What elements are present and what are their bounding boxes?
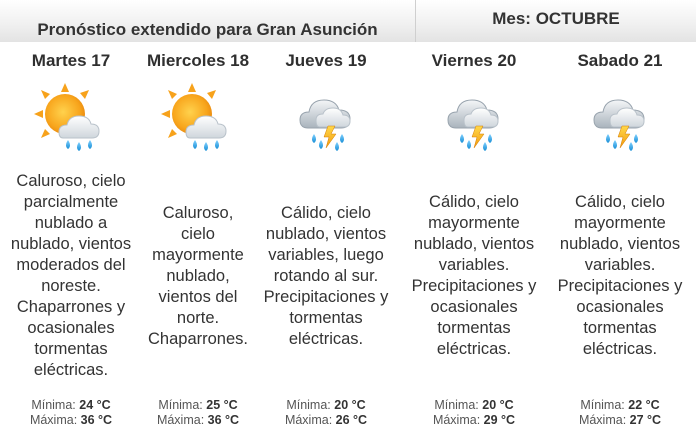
max-temp-row [157,413,239,428]
min-temp-label: Mínima: [434,398,483,412]
day-description: Cálido, cielo mayormente nublado, vientos variables. Precipitaciones y ocasionales tormentas eléctricas. [411,193,537,358]
min-temp-row [30,398,112,413]
max-temp-row [285,413,367,428]
day-name: Martes 17 [31,51,111,70]
day-temperatures [285,398,367,428]
day-column-viernes [404,42,544,437]
sun-cloud-rain-icon [33,82,109,154]
max-temp-label: Máxima: [284,413,336,427]
day-column-sabado [552,42,688,437]
month-value: OCTUBRE [535,9,620,28]
day-temperatures [579,398,661,428]
month-prefix: Mes: [492,9,536,28]
sun-cloud-rain-icon [160,82,236,154]
day-temperatures [30,398,112,428]
max-temp-label: Máxima: [432,413,484,427]
day-name: Miercoles 18 [146,51,250,70]
day-column-jueves [254,42,398,437]
max-temp-value: 36 °C [80,413,113,427]
day-name: Viernes 20 [431,51,517,70]
min-temp-value: 20 °C [334,398,366,412]
day-name: Sabado 21 [577,51,663,70]
min-temp-value: 24 °C [79,398,111,412]
min-temp-label: Mínima: [286,398,335,412]
min-temp-row [157,398,239,413]
day-description: Cálido, cielo nublado, vientos variables, luego rotando al sur. Precipitaciones y tormentas eléctricas. [263,203,389,348]
day-temperatures [157,398,239,428]
min-temp-value: 25 °C [206,398,238,412]
min-temp-value: 22 °C [628,398,660,412]
min-temp-label: Mínima: [158,398,207,412]
forecast-title-text: Pronóstico extendido para Gran Asunción [37,20,378,39]
thunderstorm-icon [436,82,512,154]
min-temp-row [285,398,367,413]
max-temp-value: 27 °C [629,413,662,427]
min-temp-label: Mínima: [31,398,80,412]
max-temp-row [30,413,112,428]
day-description: Cálido, cielo mayormente nublado, vientos variables. Precipitaciones y ocasionales tormentas eléctricas. [557,193,683,358]
max-temp-value: 36 °C [207,413,240,427]
max-temp-label: Máxima: [29,413,81,427]
min-temp-value: 20 °C [482,398,514,412]
max-temp-label: Máxima: [156,413,208,427]
min-temp-row [579,398,661,413]
max-temp-row [579,413,661,428]
month-header [416,0,696,42]
day-description: Caluroso, cielo mayormente nublado, vientos del norte. Chaparrones. [148,203,248,348]
day-temperatures [433,398,515,428]
day-column-miercoles [142,42,254,437]
day-description: Caluroso, cielo parcialmente nublado a nublado, vientos moderados del noreste. Chaparrones y ocasionales tormentas eléctricas. [10,172,132,379]
day-name: Jueves 19 [285,51,367,70]
day-column-martes [0,42,142,437]
max-temp-value: 26 °C [335,413,368,427]
min-temp-label: Mínima: [580,398,629,412]
min-temp-row [433,398,515,413]
max-temp-value: 29 °C [483,413,516,427]
thunderstorm-icon [288,82,364,154]
max-temp-row [433,413,515,428]
forecast-title [0,0,416,42]
thunderstorm-icon [582,82,658,154]
max-temp-label: Máxima: [578,413,630,427]
